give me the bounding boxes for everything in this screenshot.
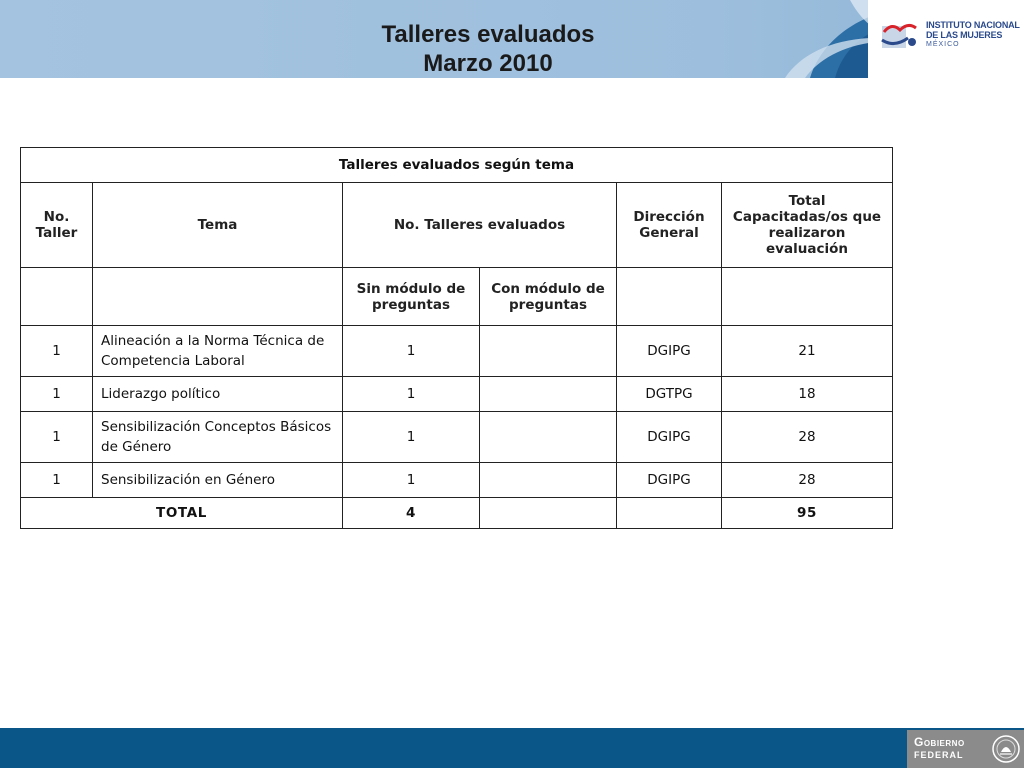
cell-no: 1 bbox=[21, 377, 93, 412]
cell-tema: Sensibilización Conceptos Básicos de Género bbox=[93, 412, 343, 463]
subheader-empty-1 bbox=[21, 268, 93, 326]
cell-tema: Sensibilización en Género bbox=[93, 463, 343, 498]
logo-line2: DE LAS MUJERES bbox=[926, 30, 1003, 40]
cell-sin-modulo: 1 bbox=[343, 463, 480, 498]
header-no-taller: No. Taller bbox=[21, 183, 93, 268]
gobierno-federal-text bbox=[914, 736, 988, 762]
cell-direccion: DGIPG bbox=[617, 412, 722, 463]
cell-tema: Alineación a la Norma Técnica de Competencia Laboral bbox=[93, 326, 343, 377]
table-row bbox=[21, 377, 893, 412]
total-con-modulo bbox=[480, 498, 617, 529]
cell-con-modulo bbox=[480, 412, 617, 463]
cell-no: 1 bbox=[21, 326, 93, 377]
logo-line3: MÉXICO bbox=[926, 41, 960, 48]
subheader-empty-4 bbox=[722, 268, 893, 326]
total-sin-modulo: 4 bbox=[343, 498, 480, 529]
cell-sin-modulo: 1 bbox=[343, 326, 480, 377]
gobierno-federal-logo bbox=[907, 730, 1024, 768]
cell-sin-modulo: 1 bbox=[343, 377, 480, 412]
inmujeres-logo-icon bbox=[878, 18, 922, 54]
subheader-empty-3 bbox=[617, 268, 722, 326]
logo-line1: INSTITUTO NACIONAL bbox=[926, 20, 1020, 30]
total-capacitadas: 95 bbox=[722, 498, 893, 529]
table-row bbox=[21, 463, 893, 498]
total-label: TOTAL bbox=[21, 498, 343, 529]
page-title bbox=[330, 20, 646, 78]
workshops-table bbox=[20, 147, 893, 529]
page-title-line1: Talleres evaluados bbox=[381, 21, 595, 48]
cell-direccion: DGIPG bbox=[617, 463, 722, 498]
cell-total: 28 bbox=[722, 463, 893, 498]
institute-logo bbox=[868, 0, 1024, 78]
total-direccion bbox=[617, 498, 722, 529]
table-title: Talleres evaluados según tema bbox=[21, 148, 893, 183]
cell-total: 18 bbox=[722, 377, 893, 412]
footer-band bbox=[0, 728, 1024, 768]
cell-con-modulo bbox=[480, 326, 617, 377]
cell-direccion: DGIPG bbox=[617, 326, 722, 377]
gobierno-line1: Gobierno bbox=[914, 735, 965, 749]
cell-no: 1 bbox=[21, 412, 93, 463]
header-tema: Tema bbox=[93, 183, 343, 268]
cell-con-modulo bbox=[480, 377, 617, 412]
cell-sin-modulo: 1 bbox=[343, 412, 480, 463]
header-talleres-evaluados: No. Talleres evaluados bbox=[343, 183, 617, 268]
total-row bbox=[21, 498, 893, 529]
header-con-modulo: Con módulo de preguntas bbox=[480, 268, 617, 326]
cell-tema: Liderazgo político bbox=[93, 377, 343, 412]
page-title-line2: Marzo 2010 bbox=[423, 50, 553, 77]
header-total: Total Capacitadas/os que realizaron evaluación bbox=[722, 183, 893, 268]
cell-direccion: DGTPG bbox=[617, 377, 722, 412]
header-sin-modulo: Sin módulo de preguntas bbox=[343, 268, 480, 326]
cell-total: 28 bbox=[722, 412, 893, 463]
cell-con-modulo bbox=[480, 463, 617, 498]
table-row bbox=[21, 326, 893, 377]
cell-total: 21 bbox=[722, 326, 893, 377]
table-row bbox=[21, 412, 893, 463]
gobierno-line2: FEDERAL bbox=[914, 750, 964, 760]
coat-of-arms-icon bbox=[991, 734, 1021, 764]
cell-no: 1 bbox=[21, 463, 93, 498]
header-direccion: Dirección General bbox=[617, 183, 722, 268]
logo-text bbox=[926, 20, 1022, 50]
subheader-empty-2 bbox=[93, 268, 343, 326]
